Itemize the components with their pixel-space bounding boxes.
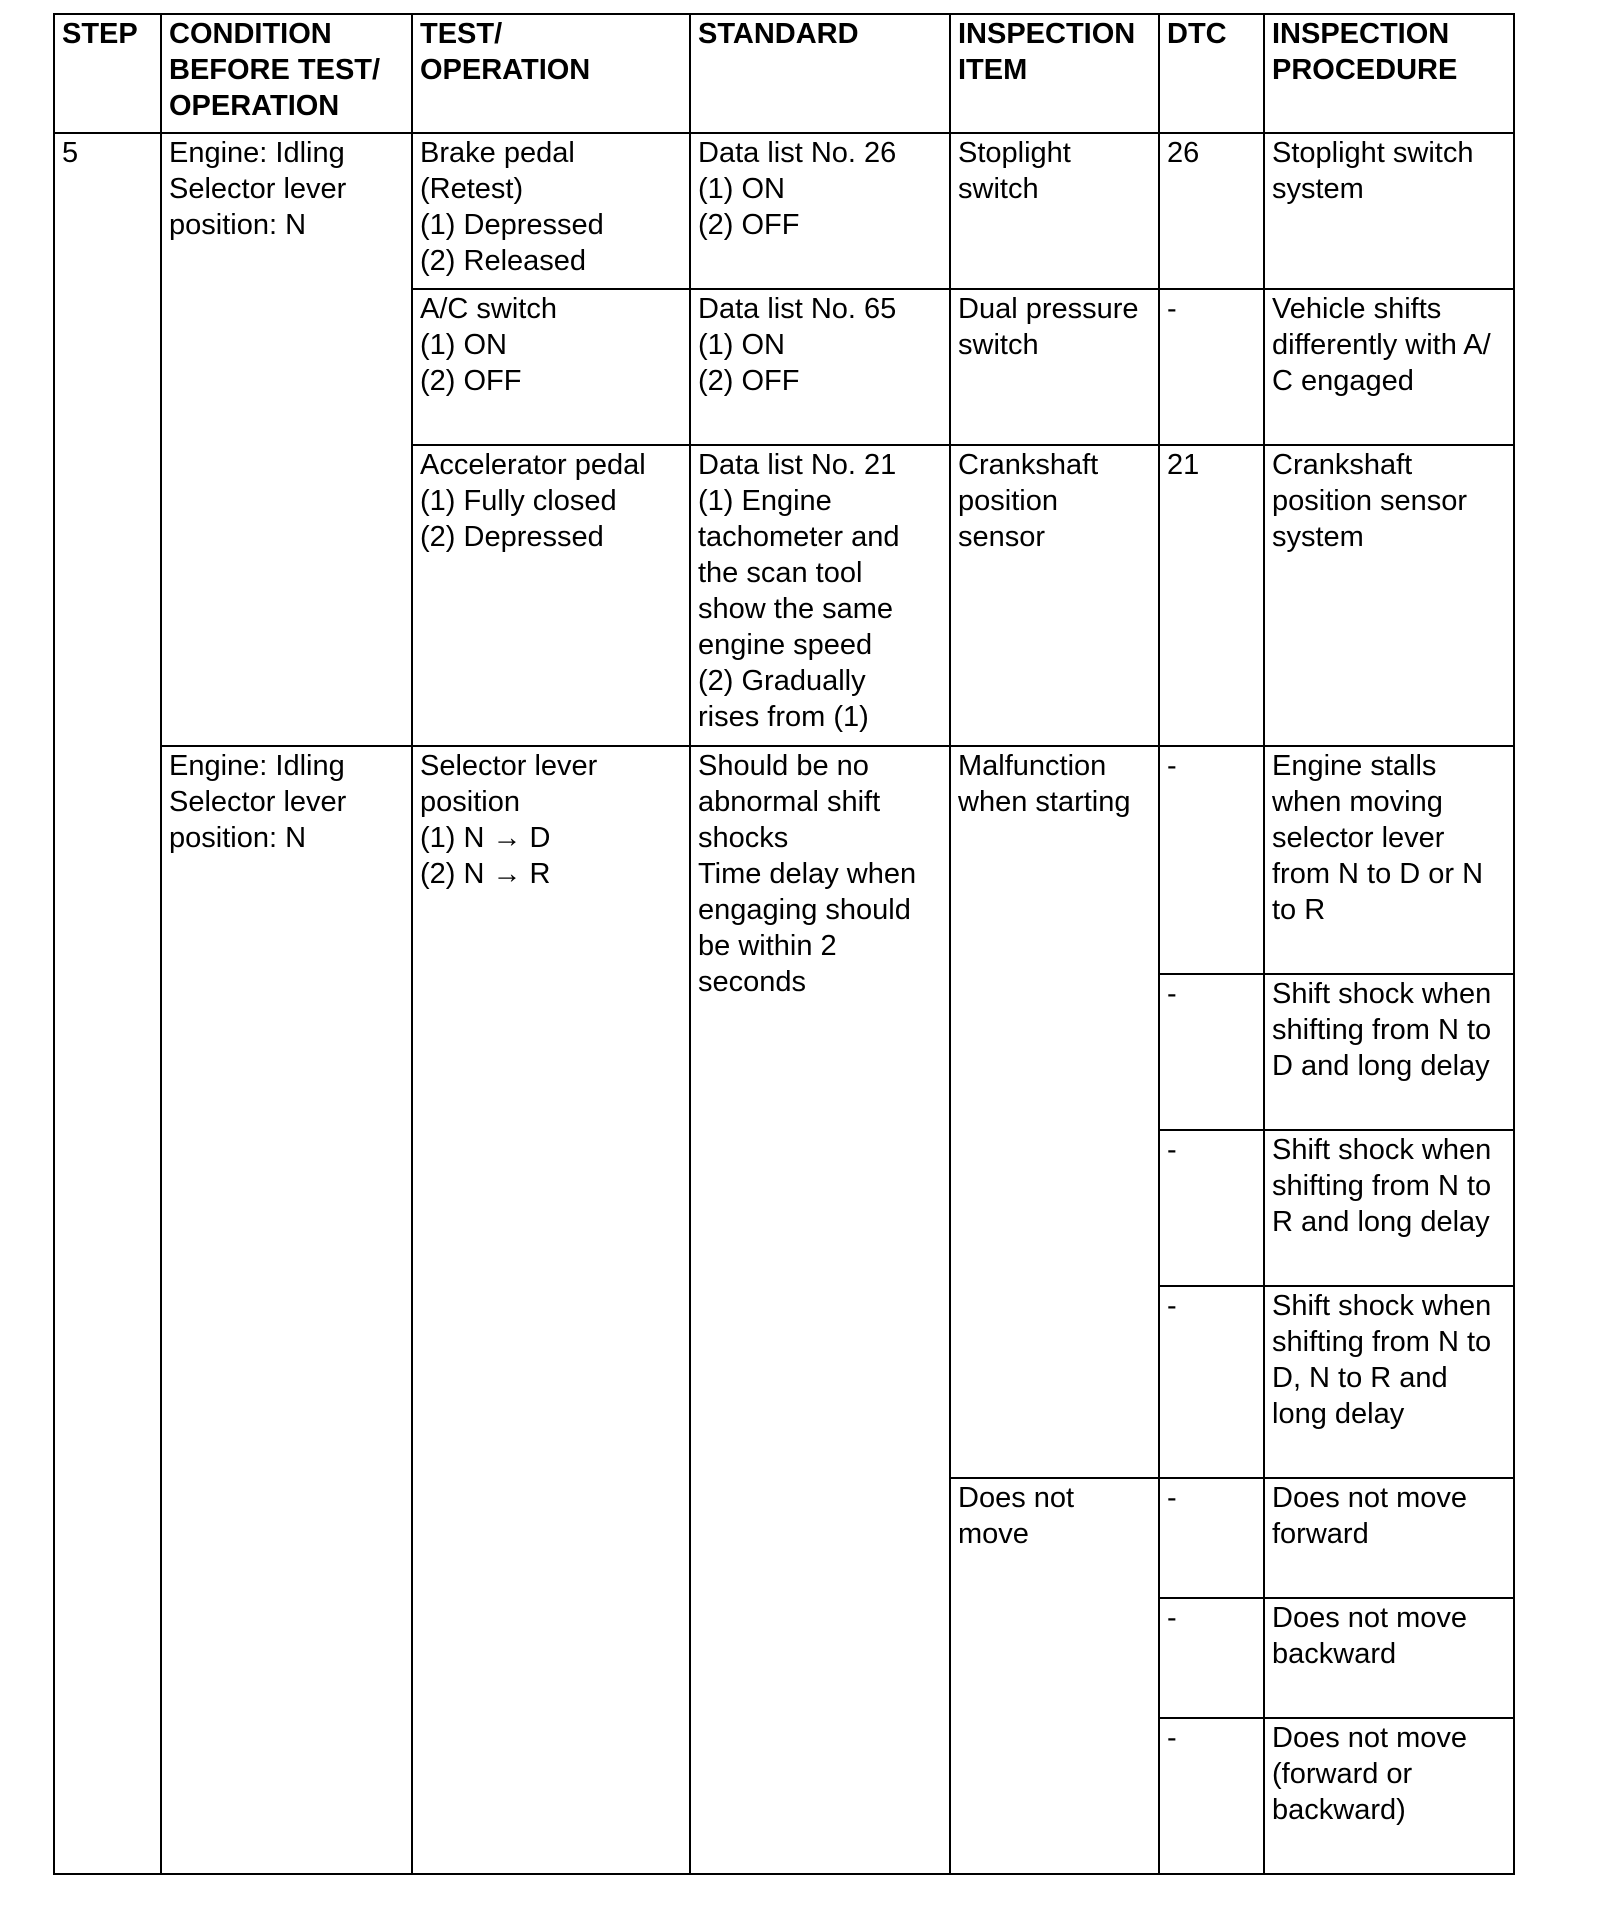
dtc-cell: - [1159, 1598, 1264, 1718]
header-standard: STANDARD [690, 14, 950, 133]
test-cell: A/C switch (1) ON (2) OFF [412, 289, 690, 445]
standard-cell: Data list No. 65 (1) ON (2) OFF [690, 289, 950, 445]
dtc-cell: - [1159, 289, 1264, 445]
table-row [54, 133, 1514, 289]
procedure-cell: Does not move backward [1264, 1598, 1514, 1718]
item-cell: Malfunction when starting [950, 746, 1159, 1478]
test-cell: Brake pedal (Retest) (1) Depressed (2) Released [412, 133, 690, 289]
procedure-cell: Shift shock when shifting from N to D and long delay [1264, 974, 1514, 1130]
header-procedure: INSPECTION PROCEDURE [1264, 14, 1514, 133]
header-condition: CONDITION BEFORE TEST/ OPERATION [161, 14, 412, 133]
inspection-table [53, 13, 1515, 1875]
step-cell: 5 [54, 133, 161, 1874]
dtc-cell: - [1159, 1286, 1264, 1478]
standard-cell: Data list No. 21 (1) Engine tachometer and the scan tool show the same engine speed (2) Gradually rises from (1) [690, 445, 950, 746]
procedure-cell: Shift shock when shifting from N to R and long delay [1264, 1130, 1514, 1286]
item-cell: Dual pressure switch [950, 289, 1159, 445]
header-row [54, 14, 1514, 133]
standard-cell: Should be no abnormal shift shocks Time delay when engaging should be within 2 seconds [690, 746, 950, 1874]
procedure-cell: Engine stalls when moving selector lever from N to D or N to R [1264, 746, 1514, 974]
header-dtc: DTC [1159, 14, 1264, 133]
dtc-cell: - [1159, 1130, 1264, 1286]
dtc-cell: - [1159, 1718, 1264, 1874]
condition-cell: Engine: Idling Selector lever position: N [161, 133, 412, 746]
procedure-cell: Does not move (forward or backward) [1264, 1718, 1514, 1874]
dtc-cell: - [1159, 974, 1264, 1130]
dtc-cell: - [1159, 746, 1264, 974]
dtc-cell: - [1159, 1478, 1264, 1598]
condition-cell: Engine: Idling Selector lever position: N [161, 746, 412, 1874]
table-row [54, 746, 1514, 974]
item-cell: Does not move [950, 1478, 1159, 1874]
procedure-cell: Does not move forward [1264, 1478, 1514, 1598]
test-cell: Accelerator pedal (1) Fully closed (2) Depressed [412, 445, 690, 746]
procedure-cell: Vehicle shifts differently with A/ C engaged [1264, 289, 1514, 445]
procedure-cell: Stoplight switch system [1264, 133, 1514, 289]
dtc-cell: 21 [1159, 445, 1264, 746]
header-item: INSPECTION ITEM [950, 14, 1159, 133]
item-cell: Crankshaft position sensor [950, 445, 1159, 746]
item-cell: Stoplight switch [950, 133, 1159, 289]
procedure-cell: Shift shock when shifting from N to D, N to R and long delay [1264, 1286, 1514, 1478]
dtc-cell: 26 [1159, 133, 1264, 289]
standard-cell: Data list No. 26 (1) ON (2) OFF [690, 133, 950, 289]
header-test: TEST/ OPERATION [412, 14, 690, 133]
test-cell: Selector lever position (1) N → D (2) N → R [412, 746, 690, 1874]
procedure-cell: Crankshaft position sensor system [1264, 445, 1514, 746]
header-step: STEP [54, 14, 161, 133]
